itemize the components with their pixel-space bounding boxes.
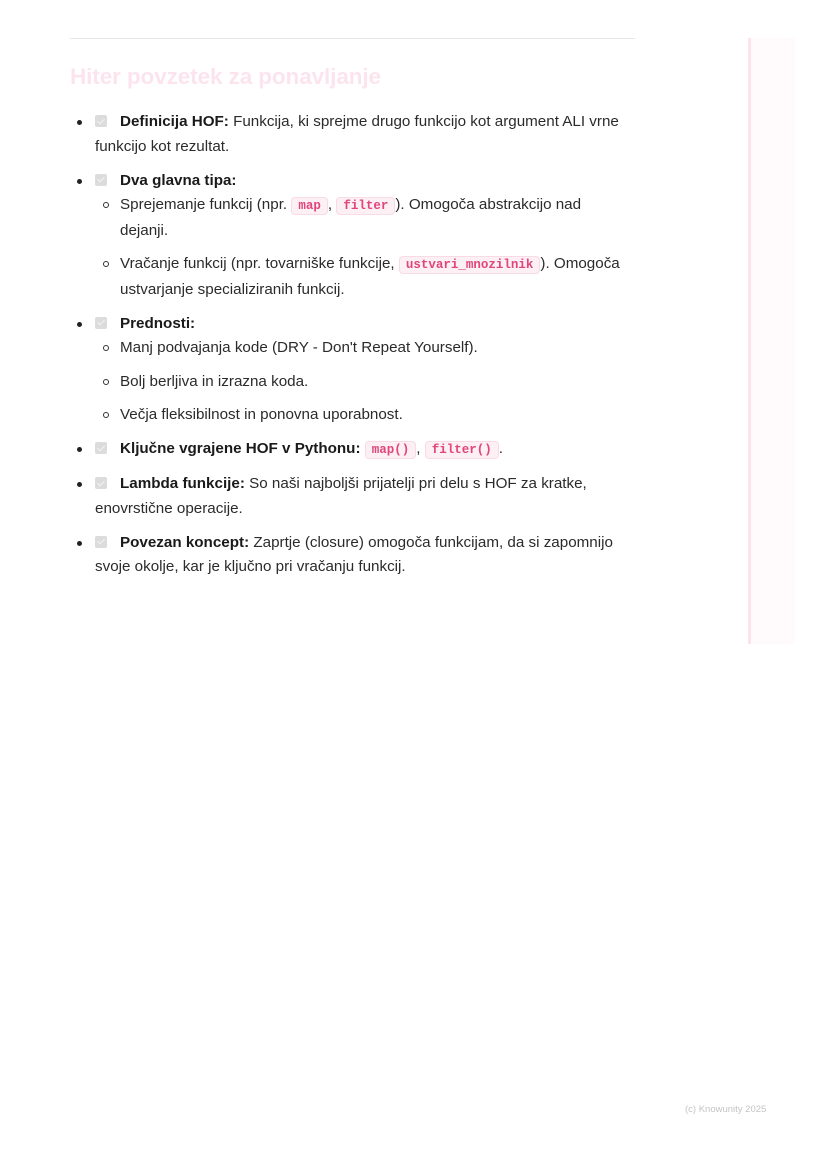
item-text: Funkcija, ki sprejme drugo funkcijo kot argument ALI vrne funkcijo kot rezultat.: [95, 113, 619, 155]
checkbox-checked-icon[interactable]: [95, 536, 107, 548]
checkbox-checked-icon[interactable]: [95, 317, 107, 329]
item-label: Lambda funkcije:: [120, 475, 245, 492]
sub-item-text: ). Omogoča abstrakcijo nad dejanji.: [120, 196, 582, 239]
page-title: Hiter povzetek za ponavljanje: [70, 64, 381, 89]
item-label: Dva glavna tipa:: [120, 171, 237, 189]
sub-item-accepting-functions: [120, 193, 630, 243]
item-text: Zaprtje (closure) omogoča funkcijam, da si zapomnijo svoje okolje, kar je ključno pri vračanju funkcij.: [95, 533, 613, 575]
list-item-hof-definition: [70, 110, 630, 159]
checkbox-checked-icon[interactable]: [95, 115, 107, 127]
sub-item-text: ). Omogoča ustvarjanje specializiranih funkcij.: [120, 255, 620, 298]
checkbox-checked-icon[interactable]: [95, 174, 107, 186]
list-item-closure: [70, 531, 630, 580]
top-divider: [70, 38, 635, 39]
list-item-main-types: [70, 169, 630, 303]
sub-item-readability: Bolj berljiva in izrazna koda.: [120, 370, 630, 395]
checkbox-checked-icon[interactable]: [95, 477, 107, 489]
item-label: Povezan koncept:: [120, 533, 250, 551]
item-text: So naši najboljši prijatelji pri delu s HOF za kratke, enovrstične operacije.: [95, 475, 587, 517]
copyright-footer: (c) Knowunity 2025: [685, 1104, 767, 1115]
sub-item-dry: Manj podvajanja kode (DRY - Don't Repeat Yourself).: [120, 336, 630, 361]
code-map-call: map(): [365, 441, 417, 459]
checkbox-checked-icon[interactable]: [95, 442, 107, 454]
code-map: map: [291, 197, 328, 215]
list-item-advantages: [70, 312, 630, 428]
sub-item-flexibility: Večja fleksibilnost in ponovna uporabnost.: [120, 403, 630, 428]
list-item-builtin-hof: [70, 437, 630, 463]
item-label: Definicija HOF:: [120, 113, 229, 130]
sub-item-text: Vračanje funkcij (npr. tovarniške funkcije,: [120, 255, 399, 272]
sub-item-text: Sprejemanje funkcij (npr.: [120, 196, 292, 213]
separator: ,: [416, 440, 425, 457]
item-label: Prednosti:: [120, 314, 196, 332]
item-label: Ključne vgrajene HOF v Pythonu:: [120, 440, 361, 457]
sub-list: [95, 336, 630, 428]
sub-item-returning-functions: [120, 252, 630, 302]
summary-list: [70, 110, 630, 589]
code-ustvari-mnozilnik: ustvari_mnozilnik: [399, 256, 541, 274]
sub-list: [95, 193, 630, 302]
separator: ,: [327, 196, 337, 213]
list-item-lambda: [70, 472, 630, 521]
side-panel: [748, 38, 795, 644]
separator: .: [498, 440, 503, 457]
code-filter-call: filter(): [425, 441, 499, 459]
code-filter: filter: [336, 197, 395, 215]
